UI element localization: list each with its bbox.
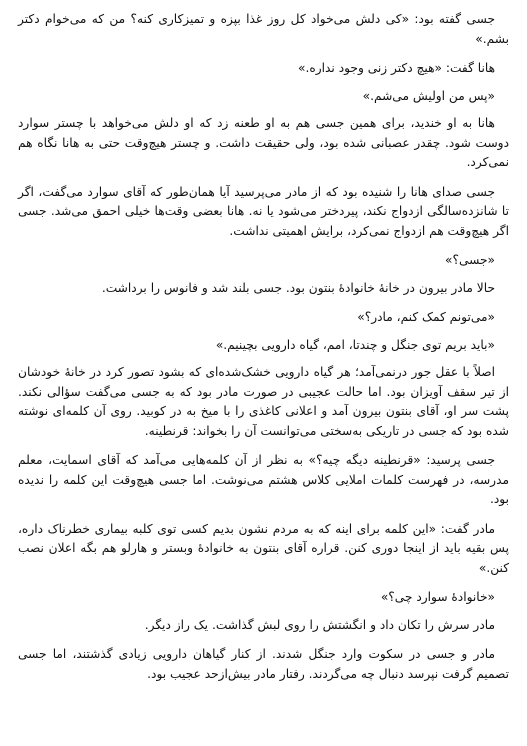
paragraph-5: جسی صدای هانا را شنیده بود که از مادر می‌پرسید آیا همان‌طور که آقای سوارد می‌گفت، اگر تا شانزده‌سالگی ازدواج نکند، پیردختر می‌شود یا نه. هانا بعضی وقت‌ها خیلی احمق می‌شد. جسی اگر هیچ‌وقت هم ازدواج نمی‌کرد، برایش اهمیتی نداشت. [18, 184, 509, 238]
paragraph-11: جسی پرسید: «قرنطینه دیگه چیه؟» به نظر از آن کلمه‌هایی می‌آمد که آقای اسمایت، معلم مدرسه، در فهرست کلمات املایی کلاس هشتم می‌نوشت. اما جسی هیچ‌وقت این کلمه را ندیده بود. [18, 453, 509, 506]
paragraph-12: مادر گفت: «این کلمه برای اینه که به مردم نشون بدیم کسی توی کلبه بیماری خطرناک داره، پس بقیه باید از اینجا دوری کنن. قراره آقای بنتون به خانوادهٔ وبستر و هارلو هم بگه اعلان نصب کنن.» [18, 521, 509, 575]
paragraph-9: «باید بریم توی جنگل و چندتا، امم، گیاه دارویی بچینیم.» [215, 337, 495, 352]
paragraph-3: «پس من اولیش می‌شم.» [362, 88, 495, 103]
paragraph-13: «خانوادهٔ سوارد چی؟» [380, 590, 495, 604]
paragraph-15: مادر و جسی در سکوت وارد جنگل شدند. از کنار گیاهان دارویی زیادی گذشتند، اما جسی تصمیم گرفت نپرسد دنبال چه می‌گردند. رفتار مادر بیش‌ازحد عجیب بود. [18, 647, 509, 681]
paragraph-4: هانا به او خندید، برای همین جسی هم به او طعنه زد که او دلش می‌خواهد با چستر سوارد دوست شود. چقدر عصبانی شده بود، ولی حقیقت داشت. و چستر هیچ‌وقت حتی به هانا نگاه هم نمی‌کرد. [18, 116, 509, 169]
paragraph-10: اصلاً با عقل جور درنمی‌آمد؛ هر گیاه دارویی خشک‌شده‌ای که بشود تصور کرد در خانهٔ خودشان از تیر سقف آویزان بود. اما حالت عجیبی در صورت مادر بود که به جسی می‌گفت سؤالی نکند. پشت سر او، آقای بنتون بیرون آمد و اعلانی کاغذی را با میخ به در کوبید. روی آن کلمه‌ای نوشته شده بود که جسی در تاریکی به‌سختی می‌توانست آن را بخواند: قرنطینه. [18, 365, 509, 438]
paragraph-6: «جسی؟» [445, 253, 495, 267]
paragraph-1: جسی گفته بود: «کی دلش می‌خواد کل روز غذا بپزه و تمیزکاری کنه؟ من که می‌خوام دکتر بشم.» [18, 12, 509, 46]
paragraph-8: «می‌تونم کمک کنم، مادر؟» [357, 310, 495, 324]
paragraph-2: هانا گفت: «هیچ دکتر زنی وجود نداره.» [298, 61, 495, 75]
paragraph-7: حالا مادر بیرون در خانهٔ خانوادهٔ بنتون بود. جسی بلند شد و فانوس را برداشت. [101, 280, 495, 295]
paragraph-14: مادر سرش را تکان داد و انگشتش را روی لبش گذاشت. یک راز دیگر. [144, 617, 495, 632]
